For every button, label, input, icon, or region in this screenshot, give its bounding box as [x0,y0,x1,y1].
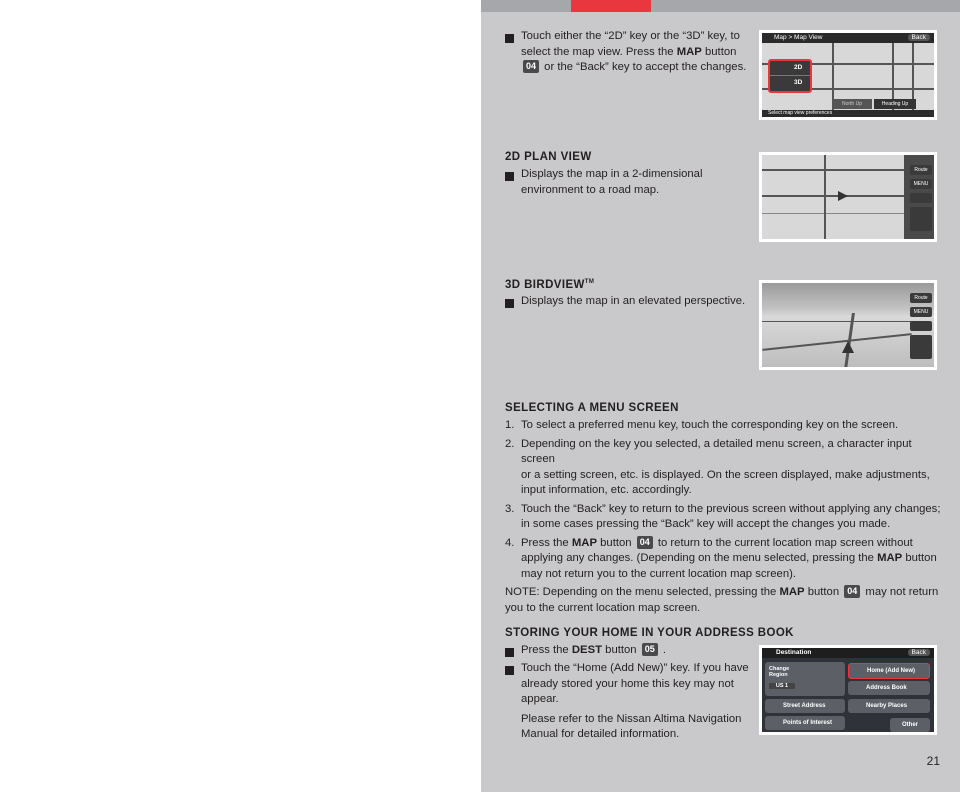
3d-button[interactable]: 3D [770,75,810,89]
section-heading-selecting: SELECTING A MENU SCREEN [505,402,679,414]
list-item: 3. Touch the “Back” key to return to the previous screen without applying any changes; in some cases pressing the “Back” key will accept the changes you made. [505,502,941,530]
intro-line3: 04 or the “Back” key to accept the changes. [521,60,751,76]
2d-button[interactable]: 2D [794,64,803,71]
manual-page [481,0,960,792]
intro-line2: select the map view. Press the MAP button [521,45,737,58]
button-badge-05: 05 [642,643,658,656]
intro-text [521,29,751,76]
list-item: 1. To select a preferred menu key, touch the corresponding key on the screen. [505,419,899,431]
button-badge-04: 04 [844,585,860,598]
screen-header [762,33,934,43]
back-button[interactable]: Back [908,34,930,41]
button-badge-04: 04 [523,60,539,73]
address-book-button[interactable]: Address Book [848,681,930,695]
plan2d-text [521,167,751,198]
plan2d-line2: environment to a road map. [521,183,660,196]
north-up-button[interactable]: North Up [832,99,872,109]
region-value: US 1 [769,683,795,689]
menu-button[interactable]: MENU [910,179,932,189]
3d-map-screenshot [759,280,937,370]
destination-screenshot [759,645,937,735]
bullet-square [505,299,514,308]
birdview-text: Displays the map in an elevated perspective. [521,295,746,307]
bullet-square [505,34,514,43]
home-add-new-button[interactable]: Home (Add New) [848,663,930,679]
menu-button[interactable]: MENU [910,307,932,317]
scale-button[interactable] [910,207,932,231]
view-toggle-group [768,59,812,93]
list-item: 4. Press the MAP button 04 to return to the current location map screen without applying any changes. (Depending on the menu selected, pressing the MAP button may not return you to the current location map screen). [505,536,937,580]
bullet-square [505,172,514,181]
section-heading-storing: STORING YOUR HOME IN YOUR ADDRESS BOOK [505,627,794,639]
red-tab [571,0,651,12]
zoom-button[interactable] [910,321,932,331]
top-color-strip [481,0,960,12]
heading-up-button[interactable]: Heading Up [874,99,916,109]
section-heading-2d: 2D PLAN VIEW [505,151,592,163]
list-item: 2. Depending on the key you selected, a detailed menu screen, a character input screen or a setting screen, etc. is displayed. On the screen displayed, make adjustments, input information, etc. accordingly. [505,437,930,496]
intro-line1: Touch either the “2D” key or the “3D” key, to [521,30,740,42]
zoom-button[interactable] [910,193,932,203]
bullet-square [505,666,514,675]
2d-map-screenshot [759,152,937,242]
storing-bullet2: Touch the “Home (Add New)” key. If you have already stored your home this key may not appear. Please refer to the Nissan Altima Navigation Manual for detailed information. [521,662,749,740]
other-button[interactable]: Other [890,718,930,732]
selecting-list [505,418,945,616]
vehicle-arrow-icon [838,191,848,201]
scale-button[interactable] [910,335,932,359]
status-bar: Select map view preferences [762,110,934,117]
back-button[interactable]: Back [908,649,930,656]
map-view-screenshot [759,30,937,120]
nearby-places-button[interactable]: Nearby Places [848,699,930,713]
points-of-interest-button[interactable]: Points of Interest [765,716,845,730]
breadcrumb: Map > Map View [774,34,823,41]
route-button[interactable]: Route [910,293,932,303]
route-button[interactable]: Route [910,165,932,175]
street-address-button[interactable]: Street Address [765,699,845,713]
button-badge-04: 04 [637,536,653,549]
vehicle-arrow-icon [842,341,854,353]
map-area [762,43,934,111]
note: NOTE: Depending on the menu selected, pressing the MAP button 04 may not return you to the current location map screen. [505,586,939,614]
plan2d-line1: Displays the map in a 2-dimensional [521,168,703,180]
section-heading-3d: 3D BIRDVIEW™ [505,279,595,291]
page-number: 21 [926,754,940,768]
storing-bullet1: Press the DEST button 05 . [521,644,667,656]
screen-title: Destination [776,649,812,656]
bullet-square [505,648,514,657]
screen-header [762,648,934,658]
change-region-button[interactable]: Change Region US 1 [765,662,845,696]
